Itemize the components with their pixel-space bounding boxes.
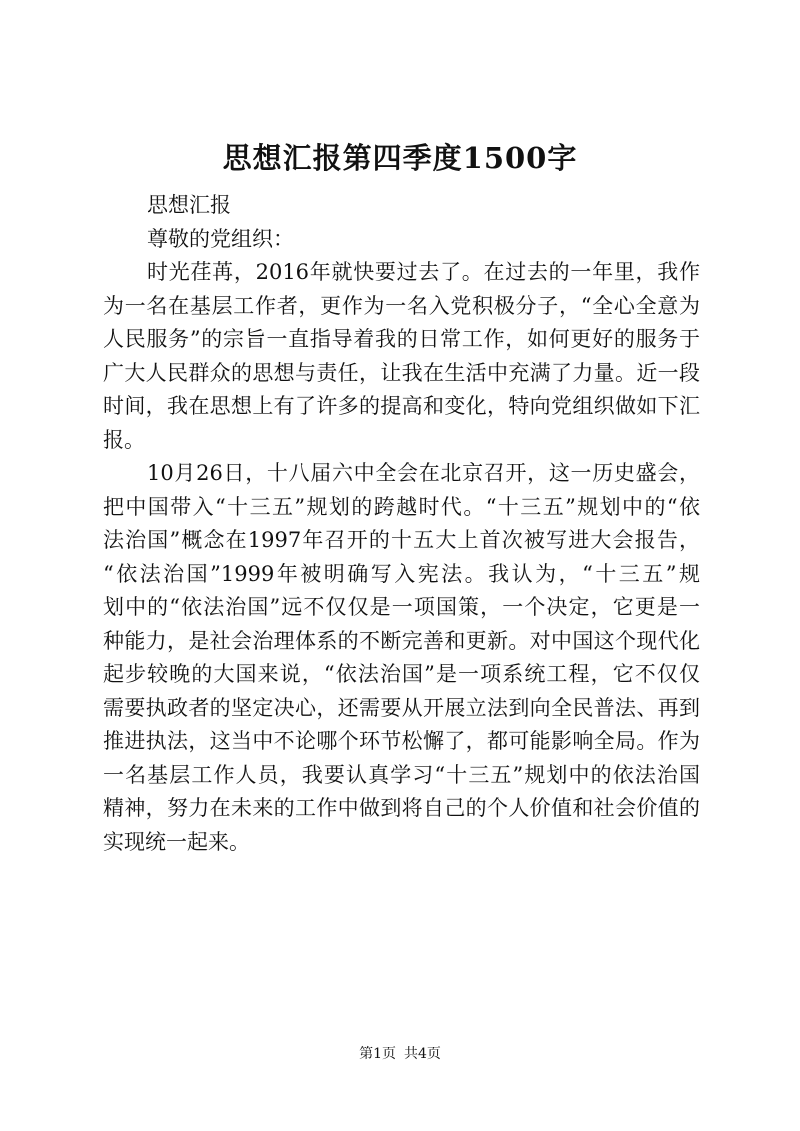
text-line: 报。 [103, 427, 145, 452]
text-line: 时光荏苒，2016年就快要过去了。在过去的一年里，我作 [147, 260, 700, 284]
text-line: 划中的“依法治国”远不仅仅是一项国策，一个决定，它更是一 [103, 595, 700, 619]
text-line: “依法治国”1999年被明确写入宪法。我认为，“十三五”规 [103, 561, 700, 586]
text-line: 法治国”概念在1997年召开的十五大上首次被写进大会报告， [103, 528, 700, 552]
page-number: 第1页 [359, 1046, 396, 1062]
text-line: 10月26日，十八届六中全会在北京召开，这一历史盛会， [147, 461, 700, 485]
text-line: 实现统一起来。 [103, 829, 250, 854]
text-line: 起步较晚的大国来说，“依法治国”是一项系统工程，它不仅仅 [103, 662, 700, 686]
text-line: 思想汇报 [147, 193, 231, 217]
text-line: 尊敬的党组织： [147, 226, 294, 251]
text-line: 把中国带入“十三五”规划的跨越时代。“十三五”规划中的“依 [103, 494, 700, 519]
document-title: 思想汇报第四季度1500字 [222, 141, 578, 175]
text-line: 一名基层工作人员，我要认真学习“十三五”规划中的依法治国 [103, 762, 700, 787]
text-line: 种能力，是社会治理体系的不断完善和更新。对中国这个现代化 [103, 628, 700, 653]
text-line: 人民服务”的宗旨一直指导着我的日常工作，如何更好的服务于 [103, 327, 700, 351]
text-line: 时间，我在思想上有了许多的提高和变化，特向党组织做如下汇 [103, 394, 700, 418]
document-body [103, 189, 700, 859]
text-line: 推进执法，这当中不论哪个环节松懈了，都可能影响全局。作为 [103, 729, 700, 753]
text-line: 精神，努力在未来的工作中做到将自己的个人价值和社会价值的 [103, 796, 700, 820]
text-line: 广大人民群众的思想与责任，让我在生活中充满了力量。近一段 [103, 360, 700, 385]
page-total: 共4页 [404, 1046, 441, 1062]
text-line: 为一名在基层工作者，更作为一名入党积极分子，“全心全意为 [103, 293, 700, 318]
text-line: 需要执政者的坚定决心，还需要从开展立法到向全民普法、再到 [103, 695, 700, 720]
page-footer [0, 1044, 800, 1064]
